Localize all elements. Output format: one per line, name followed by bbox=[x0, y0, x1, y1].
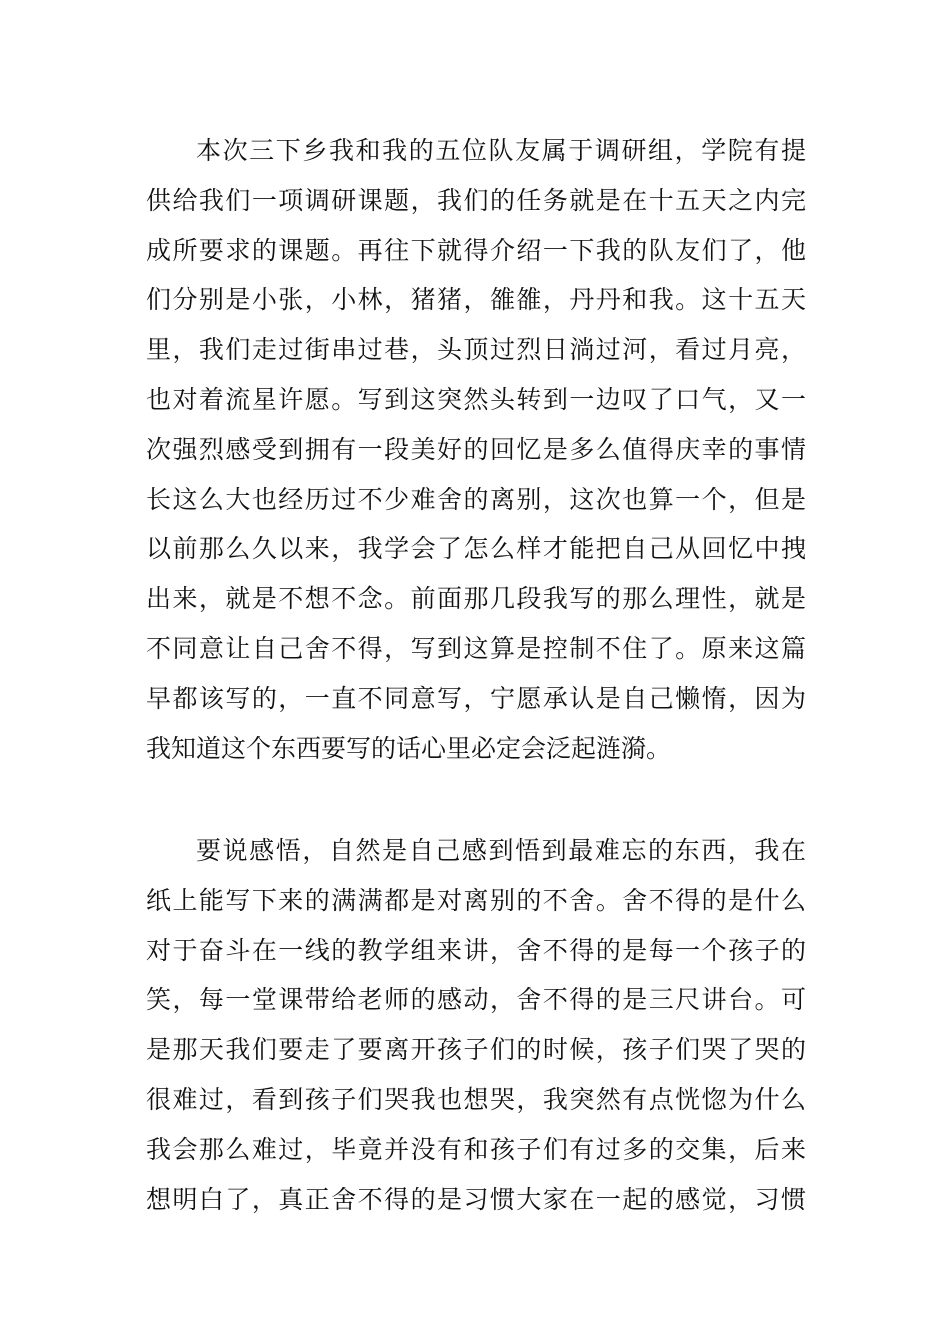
paragraph-line: 笑，每一堂课带给老师的感动，舍不得的是三尺讲台。可 bbox=[146, 985, 806, 1015]
paragraph-line: 早都该写的，一直不同意写，宁愿承认是自己懒惰，因为 bbox=[146, 683, 806, 713]
paragraph-line: 们分别是小张，小林，猪猪，雒雒，丹丹和我。这十五天 bbox=[146, 285, 806, 315]
paragraph-line: 长这么大也经历过不少难舍的离别，这次也算一个，但是 bbox=[146, 484, 806, 514]
paragraph-line: 很难过，看到孩子们哭我也想哭，我突然有点恍惚为什么 bbox=[146, 1084, 806, 1114]
paragraph-line: 是那天我们要走了要离开孩子们的时候，孩子们哭了哭的 bbox=[146, 1035, 806, 1065]
paragraph-2 bbox=[146, 826, 806, 1224]
paragraph-line: 我会那么难过，毕竟并没有和孩子们有过多的交集，后来 bbox=[146, 1134, 806, 1164]
paragraph-line: 也对着流星许愿。写到这突然头转到一边叹了口气，又一 bbox=[146, 384, 806, 414]
paragraph-line: 纸上能写下来的满满都是对离别的不舍。舍不得的是什么 bbox=[146, 885, 806, 915]
paragraph-line: 本次三下乡我和我的五位队友属于调研组，学院有提 bbox=[196, 136, 806, 165]
paragraph-line: 对于奋斗在一线的教学组来讲，舍不得的是每一个孩子的 bbox=[146, 935, 806, 965]
paragraph-line: 次强烈感受到拥有一段美好的回忆是多么值得庆幸的事情 bbox=[146, 434, 806, 464]
paragraph-line: 不同意让自己舍不得，写到这算是控制不住了。原来这篇 bbox=[146, 633, 806, 663]
paragraph-line: 供给我们一项调研课题，我们的任务就是在十五天之内完 bbox=[146, 185, 806, 215]
paragraph-line: 出来，就是不想不念。前面那几段我写的那么理性，就是 bbox=[146, 584, 806, 614]
paragraph-line: 想明白了，真正舍不得的是习惯大家在一起的感觉，习惯 bbox=[146, 1184, 806, 1214]
paragraph-1 bbox=[146, 126, 806, 773]
paragraph-line: 成所要求的课题。再往下就得介绍一下我的队友们了，他 bbox=[146, 235, 806, 265]
paragraph-line: 里，我们走过街串过巷，头顶过烈日淌过河，看过月亮， bbox=[146, 335, 806, 365]
paragraph-line: 要说感悟，自然是自己感到悟到最难忘的东西，我在 bbox=[196, 836, 806, 865]
paragraph-line: 以前那么久以来，我学会了怎么样才能把自己从回忆中拽 bbox=[146, 534, 806, 564]
paragraph-line: 我知道这个东西要写的话心里必定会泛起涟漪。 bbox=[146, 733, 672, 763]
